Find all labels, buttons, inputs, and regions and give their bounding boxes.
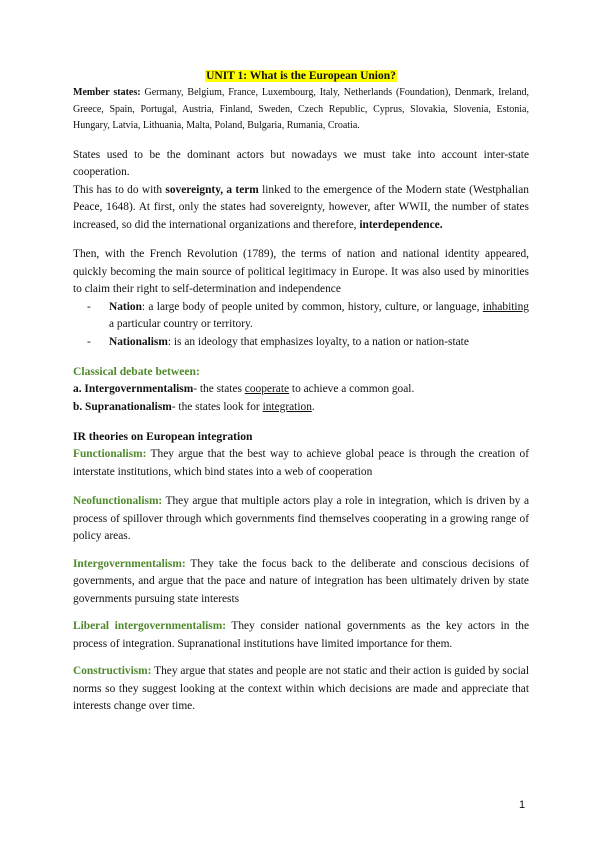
member-states-list: Germany, Belgium, France, Luxembourg, Italy, Netherlands (Foundation), Denmark, Ireland, Greece, Spain, Portugal, Austria, Finland, Sweden, Czech Republic, Cyprus, Slovakia, Slovenia, Estonia, Hungary, Latvia, Lithuania, Malta, Poland, Bulgaria, Rumania, Croatia.: [73, 87, 529, 131]
title-highlight: UNIT 1: What is the European Union?: [206, 70, 396, 82]
definitions-list: [87, 299, 529, 352]
ir-theories-heading: IR theories on European integration: [73, 430, 253, 443]
french-revolution-paragraph: Then, with the French Revolution (1789), the terms of nation and national identity appeared, quickly becoming the main source of political legitimacy in Europe. It was also used by minorities to claim their right to self-determination and independence: [73, 248, 529, 295]
debate-heading: Classical debate between:: [73, 365, 200, 378]
debate-item-b: b. Supranationalism- the states look for integration.: [73, 400, 315, 413]
constructivism-paragraph: Constructivism: They argue that states and people are not static and their action is guided by social norms so they suggest looking at the context within which decisions are made and appreciate that interests change over time.: [73, 665, 529, 712]
page-title: [73, 70, 529, 82]
page-number: 1: [519, 799, 526, 811]
page-content: [73, 70, 529, 716]
neofunctionalism-paragraph: Neofunctionalism: They argue that multiple actors play a role in integration, which is driven by a process of spillover through which governments find themselves cooperating in a growing range of policy areas.: [73, 495, 529, 542]
intro-paragraph: States used to be the dominant actors but nowadays we must take into account inter-state cooperation.: [73, 148, 529, 178]
list-item-nationalism: - Nationalism: is an ideology that emphasizes loyalty, to a nation or nation-state: [87, 335, 469, 348]
intergovernmentalism-paragraph: Intergovernmentalism: They take the focus back to the deliberate and conscious decisions of governments, and argue that the pace and nature of integration has been ultimately driven by state governments pursuing state interests: [73, 557, 529, 605]
sovereignty-term: sovereignty, a term: [165, 183, 259, 196]
member-states-label: Member states:: [73, 87, 141, 98]
functionalism-paragraph: Functionalism: They argue that the best way to achieve global peace is through the creation of interstate institutions, which bind states into a web of cooperation: [73, 448, 529, 478]
sovereignty-paragraph: This has to do with sovereignty, a term linked to the emergence of the Modern state (Westphalian Peace, 1648). At first, only the states had sovereignty, however, after WWII, the number of states increased, so did the international organizations and therefore, interdependence.: [73, 183, 529, 231]
debate-item-a: a. Intergovernmentalism- the states cooperate to achieve a common goal.: [73, 383, 415, 395]
liberal-intergovernmentalism-paragraph: Liberal intergovernmentalism: They consider national governments as the key actors in the process of integration. Supranational institutions have limited importance for them.: [73, 620, 530, 650]
interdependence-term: interdependence.: [359, 218, 443, 231]
member-states-paragraph: [73, 85, 529, 135]
list-item-nation: - Nation: a large body of people united by common, history, culture, or language, inhabiting a particular country or territory.: [87, 300, 529, 330]
